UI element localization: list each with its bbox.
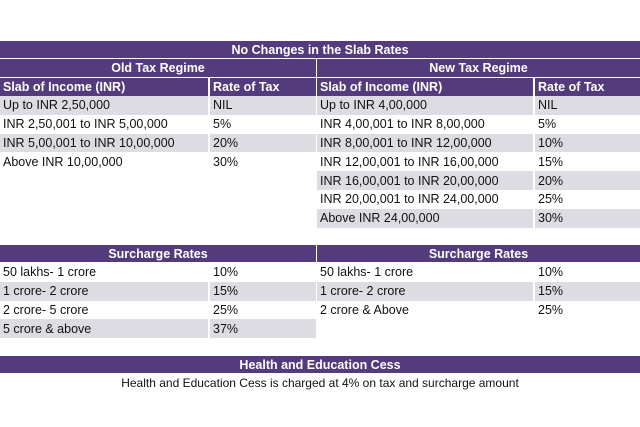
table-row [317, 263, 640, 282]
new-regime-rows [317, 96, 640, 228]
income-slab-cell: 2 crore- 5 crore [3, 302, 89, 317]
income-slab-cell: 1 crore- 2 crore [317, 282, 533, 301]
income-slab-cell: INR 5,00,001 to INR 10,00,000 [0, 134, 208, 153]
tax-rate-cell: 25% [538, 192, 564, 207]
table-row [0, 96, 316, 115]
tax-rate-cell: 15% [535, 282, 640, 301]
tax-rate-cell: 15% [538, 154, 564, 169]
tax-rate-cell: 20% [210, 134, 316, 153]
table-row [0, 301, 316, 320]
page-title: No Changes in the Slab Rates [0, 41, 640, 58]
income-slab-cell: INR 2,50,001 to INR 5,00,000 [3, 117, 168, 132]
income-slab-cell: 50 lakhs- 1 crore [3, 265, 97, 280]
tax-rate-cell: 15% [210, 282, 316, 301]
income-slab-cell: 5 crore & above [0, 319, 208, 338]
tax-rate-cell: 20% [535, 171, 640, 190]
column-header-income: Slab of Income (INR) [317, 78, 533, 96]
income-slab-cell: 50 lakhs- 1 crore [320, 265, 414, 280]
tax-rate-cell: 25% [538, 302, 564, 317]
surcharge-old-rows [0, 263, 316, 338]
tax-rate-cell: 5% [213, 117, 232, 132]
table-row [0, 319, 316, 338]
table-row [0, 152, 316, 171]
surcharge-new-heading: Surcharge Rates [317, 245, 640, 262]
table-row [317, 190, 640, 209]
old-regime-heading: Old Tax Regime [0, 59, 316, 77]
income-slab-cell: INR 20,00,001 to INR 24,00,000 [320, 192, 499, 207]
tax-rate-cell: NIL [535, 96, 640, 115]
income-slab-cell: 1 crore- 2 crore [0, 282, 208, 301]
income-slab-cell: Up to INR 2,50,000 [0, 96, 208, 115]
tax-rate-cell: 37% [210, 319, 316, 338]
table-row [0, 263, 316, 282]
tax-rate-cell: 10% [538, 265, 564, 280]
income-slab-cell: INR 8,00,001 to INR 12,00,000 [317, 134, 533, 153]
new-regime-heading: New Tax Regime [317, 59, 640, 77]
income-slab-cell: INR 16,00,001 to INR 20,00,000 [317, 171, 533, 190]
surcharge-new-table [317, 245, 640, 319]
column-header-rate: Rate of Tax [535, 78, 640, 96]
old-regime-column-headers [0, 78, 316, 96]
tax-rate-cell: 30% [213, 154, 239, 169]
table-row [317, 96, 640, 115]
column-header-rate: Rate of Tax [210, 78, 316, 96]
tax-rate-cell: 5% [538, 117, 557, 132]
income-slab-cell: Above INR 10,00,000 [3, 154, 123, 169]
surcharge-old-table [0, 245, 316, 338]
table-row [317, 282, 640, 301]
table-row [0, 115, 316, 134]
table-row [0, 134, 316, 153]
table-row [317, 171, 640, 190]
new-regime-column-headers [317, 78, 640, 96]
table-row [317, 134, 640, 153]
tax-rate-cell: 25% [213, 302, 239, 317]
tax-rate-cell: 10% [535, 134, 640, 153]
income-slab-cell: INR 12,00,001 to INR 16,00,000 [320, 154, 499, 169]
cess-note: Health and Education Cess is charged at 4% on tax and surcharge amount [121, 375, 519, 390]
tax-rate-cell: 10% [213, 265, 239, 280]
surcharge-new-rows [317, 263, 640, 319]
table-row [317, 152, 640, 171]
income-slab-cell: Above INR 24,00,000 [317, 209, 533, 228]
tax-rate-cell: NIL [210, 96, 316, 115]
new-regime-table [317, 59, 640, 228]
tax-rate-cell: 30% [535, 209, 640, 228]
table-row [317, 301, 640, 320]
old-regime-table [0, 59, 316, 171]
income-slab-cell: Up to INR 4,00,000 [317, 96, 533, 115]
income-slab-cell: 2 crore & Above [320, 302, 409, 317]
column-header-income: Slab of Income (INR) [0, 78, 208, 96]
table-row [0, 282, 316, 301]
cess-heading: Health and Education Cess [0, 356, 640, 373]
table-row [317, 115, 640, 134]
old-regime-rows [0, 96, 316, 171]
income-slab-cell: INR 4,00,001 to INR 8,00,000 [320, 117, 485, 132]
surcharge-old-heading: Surcharge Rates [0, 245, 316, 262]
table-row [317, 209, 640, 228]
